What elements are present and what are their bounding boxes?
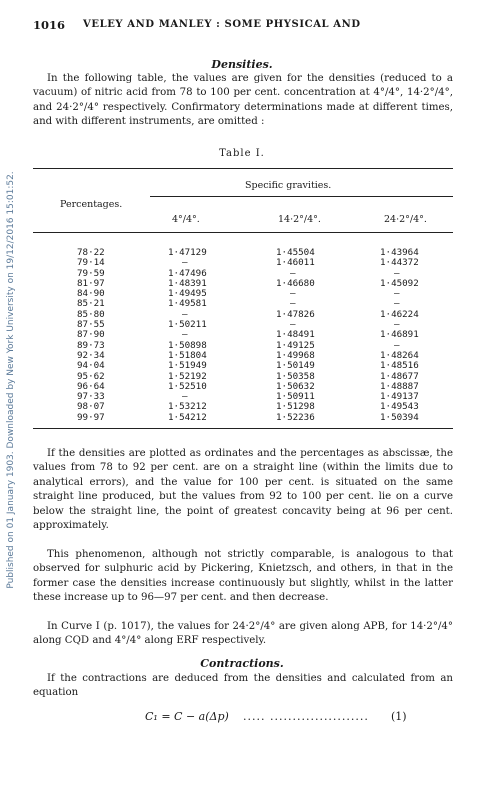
sg-4-cell: 1·50898 — [168, 339, 207, 351]
sg-4-cell: 1·51804 — [168, 349, 207, 361]
sg-24-cell: — — [394, 267, 400, 279]
sg-14-cell: 1·50149 — [276, 360, 315, 372]
sg-4-cell: 1·52510 — [168, 380, 207, 392]
percentage-cell: 87·90 — [77, 329, 105, 341]
percentage-cell: 89·73 — [77, 339, 105, 351]
sg-4-cell: 1·54212 — [168, 411, 207, 423]
table-title: Table I. — [219, 148, 265, 159]
percentage-cell: 78·22 — [77, 247, 105, 258]
equation: C₁ = C − a(Δp) — [145, 710, 229, 723]
sg-14-cell: — — [290, 288, 296, 300]
sg-4-cell: 1·52192 — [168, 370, 207, 382]
percentage-cell: 96·64 — [77, 380, 105, 392]
sg-4-cell: — — [182, 308, 188, 320]
group-header: Specific gravities. — [245, 180, 332, 191]
sg-14-cell: 1·47826 — [276, 308, 315, 320]
page-number: 1016 — [33, 18, 66, 32]
table-group-rule — [150, 196, 453, 197]
percentage-cell: 85·80 — [77, 308, 105, 320]
percentage-cell: 99·97 — [77, 411, 105, 423]
sg-24-cell: 1·49137 — [380, 391, 419, 403]
sg-24-cell: 1·43964 — [380, 247, 419, 258]
discussion-paragraph-2: This phenomenon, although not strictly comparable, is analogous to that observed for sulphuric acid by Pickering, Knietzsch, and others, in that in the former case the densities increase continuously but slightly, whilst in the latter these increase up to 96—97 per cent. and then decrease. — [33, 549, 453, 604]
equation-number: (1) — [391, 710, 407, 723]
percentage-cell: 79·59 — [77, 267, 105, 279]
sg-14-cell: 1·49968 — [276, 349, 315, 361]
densities-heading: Densities. — [211, 58, 273, 71]
percentage-cell: 85·21 — [77, 298, 105, 310]
contractions-heading: Contractions. — [200, 657, 284, 670]
discussion-paragraph-1: If the densities are plotted as ordinates and the percentages as abscissæ, the values from 78 to 92 per cent. are on a straight line (within the limits due to analytical errors), and the value for 100 per cent. is situated on the same straight line produced, but the values from 92 to 100 per cent. lie on a curve below the straight line, the point of greatest concavity being at 96 per cent. approximately. — [33, 448, 453, 532]
sg-14-cell: — — [290, 298, 296, 310]
sg-14-cell: 1·49125 — [276, 339, 315, 351]
sg-4-cell: 1·53212 — [168, 401, 207, 413]
sg-24-cell: — — [394, 298, 400, 310]
sg-24-cell: 1·45092 — [380, 277, 419, 289]
equation-line — [33, 710, 453, 726]
sg-4-cell: — — [182, 391, 188, 403]
sg-14-cell: 1·48491 — [276, 329, 315, 341]
percentage-cell: 97·33 — [77, 391, 105, 403]
sg-24-cell: — — [394, 339, 400, 351]
download-watermark — [0, 40, 22, 720]
download-watermark-text: Published on 01 January 1903. Downloaded by New York University on 19/12/2016 15:01:52. — [6, 171, 16, 589]
table-header-rule — [33, 232, 453, 233]
discussion-paragraph-3: In Curve I (p. 1017), the values for 24·2°/4° are given along APB, for 14·2°/4° along CQD and 4°/4° along ERF respectively. — [33, 621, 453, 647]
sg-4-cell: 1·47129 — [168, 247, 207, 258]
col-header-24: 24·2°/4°. — [384, 214, 427, 225]
sg-4-cell: 1·49495 — [168, 288, 207, 300]
sg-4-cell: 1·50211 — [168, 319, 207, 331]
sg-14-cell: 1·46011 — [276, 257, 315, 269]
table-bottom-rule — [33, 428, 453, 429]
percentage-cell: 92·34 — [77, 349, 105, 361]
sg-24-cell: 1·49543 — [380, 401, 419, 413]
sg-24-column — [380, 248, 419, 423]
sg-14-cell: 1·51298 — [276, 401, 315, 413]
sg-24-cell: 1·46224 — [380, 308, 419, 320]
sg-14-cell: 1·46680 — [276, 277, 315, 289]
sg-24-cell: 1·46891 — [380, 329, 419, 341]
sg-24-cell: — — [394, 288, 400, 300]
sg-4-cell: 1·47496 — [168, 267, 207, 279]
sg-24-cell: — — [394, 319, 400, 331]
densities-intro: In the following table, the values are given for the densities (reduced to a vacuum) of nitric acid from 78 to 100 per cent. concentration at 4°/4°, 14·2°/4°, and 24·2°/4° respectively. Confirmatory determinations made at different times, and with different instruments, are omitted : — [33, 73, 453, 128]
sg-14-cell: — — [290, 267, 296, 279]
percentage-cell: 87·55 — [77, 319, 105, 331]
sg-14-cell: 1·50632 — [276, 380, 315, 392]
percentage-cell: 81·97 — [77, 277, 105, 289]
percentages-column — [77, 248, 105, 423]
sg-4-cell: 1·48391 — [168, 277, 207, 289]
percentage-cell: 79·14 — [77, 257, 105, 269]
sg-24-cell: 1·48887 — [380, 380, 419, 392]
col-header-14: 14·2°/4°. — [278, 214, 321, 225]
sg-24-cell: 1·48264 — [380, 349, 419, 361]
sg-14-cell: 1·45504 — [276, 247, 315, 258]
sg-4-cell: — — [182, 257, 188, 269]
equation-leader: ..... ...................... — [243, 710, 369, 723]
sg-24-cell: 1·48516 — [380, 360, 419, 372]
table-top-rule — [33, 168, 453, 169]
sg-4-cell: 1·51949 — [168, 360, 207, 372]
sg-24-cell: 1·48677 — [380, 370, 419, 382]
stub-header: Percentages. — [60, 199, 123, 210]
sg-24-cell: 1·50394 — [380, 411, 419, 423]
percentage-cell: 95·62 — [77, 370, 105, 382]
percentage-cell: 94·04 — [77, 360, 105, 372]
sg-14-cell: 1·50911 — [276, 391, 315, 403]
col-header-4: 4°/4°. — [172, 214, 200, 225]
sg-24-cell: 1·44372 — [380, 257, 419, 269]
sg-4-column — [168, 248, 207, 423]
sg-14-cell: — — [290, 319, 296, 331]
sg-14-cell: 1·50358 — [276, 370, 315, 382]
running-title: VELEY AND MANLEY : SOME PHYSICAL AND — [83, 19, 361, 30]
running-header — [33, 18, 453, 34]
percentage-cell: 84·90 — [77, 288, 105, 300]
sg-4-cell: — — [182, 329, 188, 341]
sg-14-cell: 1·52236 — [276, 411, 315, 423]
contractions-intro: If the contractions are deduced from the densities and calculated from an equation — [33, 673, 453, 699]
sg-4-cell: 1·49581 — [168, 298, 207, 310]
percentage-cell: 98·07 — [77, 401, 105, 413]
sg-14-column — [276, 248, 315, 423]
